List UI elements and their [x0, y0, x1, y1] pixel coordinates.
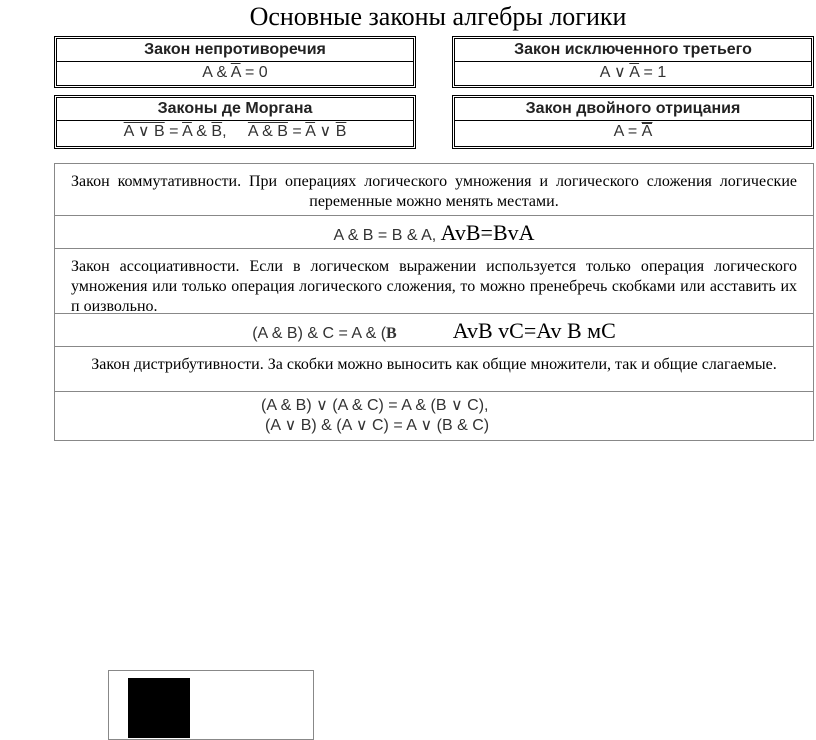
associative-law-text: Закон ассоциативности. Если в логическом выражении используется только операция логического умножения или только операция логического сложения, то можно пренебречь скобками или асставить их п оизвольно.: [71, 258, 797, 315]
formula-part: A & B = B & A,: [333, 227, 441, 244]
distributive-law-text: Закон дистрибутивности. За скобки можно выносить как общие множители, так и общие слагаемые.: [91, 356, 777, 373]
formula-part: A =: [613, 123, 642, 140]
formula-negated-b: $\overline{B}$: [335, 123, 347, 140]
formula-negated-b: $\overline{B}$: [211, 123, 223, 140]
formula-part: AvB vC=Av B мC: [452, 318, 616, 343]
formula-negated-and: A & B: [247, 123, 288, 140]
law-excluded-middle-formula: [455, 62, 811, 84]
formula-part: A ∨: [599, 64, 630, 81]
law-de-morgan-formula: [57, 121, 413, 143]
formula-negated-a: A: [641, 123, 653, 140]
formula-part: (A & B) & C = A & (: [252, 325, 387, 342]
formula-negated-a: $\overline{A}$: [629, 64, 640, 81]
table-row-commutative-text: [55, 164, 813, 216]
page-title: Основные законы алгебры логики: [249, 2, 627, 31]
distributive-formula-1: (A & B) ∨ (A & C) = A & (B ∨ C),: [261, 397, 489, 414]
table-row-distributive-text: [55, 347, 813, 392]
table-row-distributive-formula: [55, 392, 813, 440]
commutative-law-text: Закон коммутативности. При операциях логического умножения и логического сложения логические переменные можно менять местами.: [71, 173, 797, 210]
formula-double-negated-a: [642, 123, 653, 139]
law-double-negation-title: Закон двойного отрицания: [455, 98, 811, 121]
law-noncontradiction-formula: [57, 62, 413, 84]
formula-negated-a: $\overline{A}$: [230, 64, 241, 81]
law-noncontradiction-box: [54, 36, 416, 88]
formula-negated-or: A ∨ B: [123, 123, 165, 140]
formula-negated-a: $\overline{A}$: [182, 123, 192, 140]
distributive-formula-2: (A ∨ B) & (A ∨ C) = A ∨ (B & C): [265, 417, 490, 434]
law-de-morgan-title: Законы де Моргана: [57, 98, 413, 121]
formula-part: &: [191, 123, 212, 140]
formula-part: ∨: [315, 123, 336, 140]
formula-part: B: [386, 325, 397, 342]
formula-part: = 0: [240, 64, 268, 81]
black-square: [128, 678, 190, 738]
law-noncontradiction-title: Закон непротиворечия: [57, 39, 413, 62]
table-row-associative-text: [55, 249, 813, 314]
formula-part: = 1: [639, 64, 667, 81]
formula-part: AvB=BvA: [440, 220, 535, 245]
law-excluded-middle-title: Закон исключенного третьего: [455, 39, 811, 62]
table-row-associative-formula: [55, 314, 813, 347]
law-de-morgan-box: [54, 95, 416, 149]
distributive-law-formula: [55, 392, 813, 436]
formula-part: =: [287, 123, 306, 140]
formula-part: =: [164, 123, 183, 140]
formula-part: A &: [202, 64, 231, 81]
law-double-negation-box: [452, 95, 814, 149]
associative-law-formula: [55, 314, 813, 350]
law-excluded-middle-box: [452, 36, 814, 88]
law-double-negation-formula: [455, 121, 811, 143]
table-row-commutative-formula: [55, 216, 813, 249]
commutative-law-formula: [55, 216, 813, 252]
laws-table: [54, 163, 814, 441]
formula-negated-a: $\overline{A}$: [305, 123, 316, 140]
formula-part: ,: [222, 123, 227, 140]
